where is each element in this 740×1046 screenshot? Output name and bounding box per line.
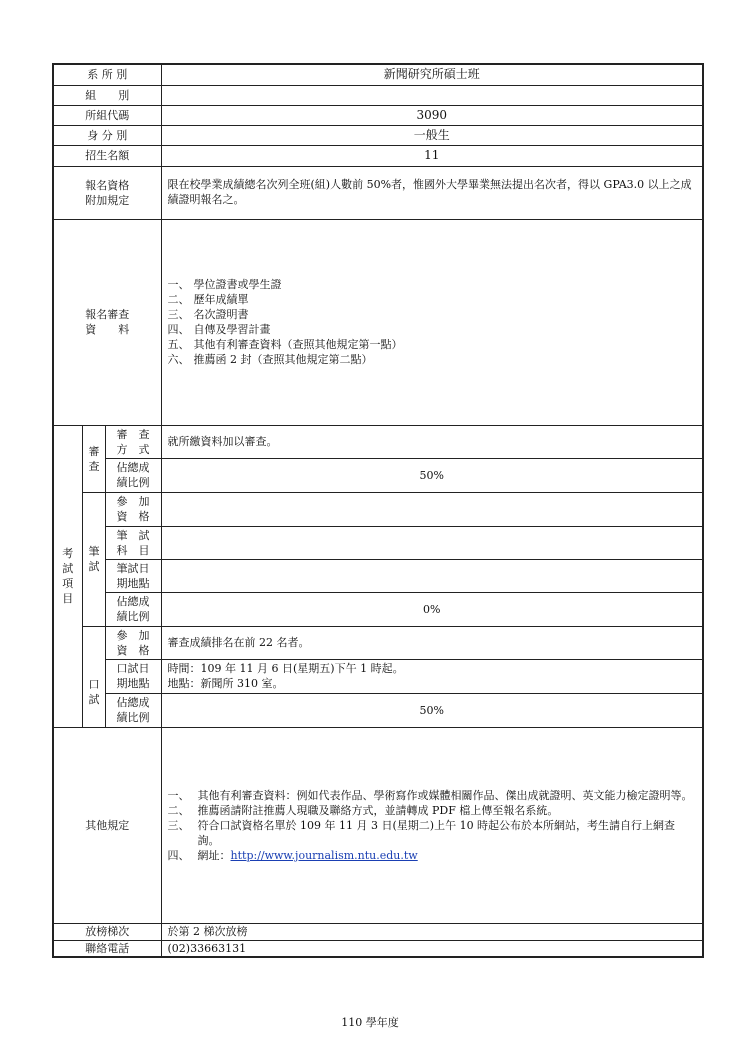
- other-label: 其他規定: [53, 727, 161, 923]
- group-value: [161, 85, 703, 105]
- oral-datetime-label: 口試日 期地點: [105, 659, 161, 693]
- release-label: 放榜梯次: [53, 923, 161, 940]
- group-label: 組 別: [53, 85, 161, 105]
- code-label: 所組代碼: [53, 105, 161, 125]
- documents-label: [53, 219, 161, 425]
- documents-item: 二、 歷年成績單: [167, 293, 249, 306]
- review-weight-value: 50%: [161, 458, 703, 492]
- phone-value: (02)33663131: [161, 940, 703, 957]
- written-subjects-label: 筆 試 科 目: [105, 526, 161, 559]
- row-group: [53, 85, 703, 105]
- row-review-method: [53, 425, 703, 458]
- row-oral-datetime: [53, 659, 703, 693]
- identity-label: 身 分 別: [53, 125, 161, 145]
- eligibility-value: 限在校學業成績總名次列全班(組)人數前 50%者，惟國外大學畢業無法提出名次者，得以 GPA3.0 以上之成績證明報名之。: [161, 166, 703, 219]
- website-link[interactable]: http://www.journalism.ntu.edu.tw: [230, 848, 418, 862]
- eligibility-label: [53, 166, 161, 219]
- row-documents: [53, 219, 703, 425]
- written-subjects-value: [161, 526, 703, 559]
- written-label: 筆 試: [82, 492, 105, 626]
- oral-datetime-value: [161, 659, 703, 693]
- row-review-weight: [53, 458, 703, 492]
- oral-eligibility-value: 審查成績排名在前 22 名者。: [161, 626, 703, 659]
- exam-items-label: 考 試 項 目: [53, 425, 82, 727]
- written-eligibility-value: [161, 492, 703, 526]
- page-footer: 110 學年度: [341, 1016, 399, 1029]
- written-weight-value: 0%: [161, 592, 703, 626]
- eligibility-label-line1: 報名資格: [85, 178, 130, 192]
- eligibility-label-line2: 附加規定: [85, 193, 130, 207]
- code-value: 3090: [161, 105, 703, 125]
- documents-item: 六、 推薦函 2 封（查照其他規定第二點）: [167, 353, 373, 366]
- review-method-value: 就所繳資料加以審查。: [161, 425, 703, 458]
- release-value: 於第 2 梯次放榜: [161, 923, 703, 940]
- review-label: 審 查: [82, 425, 105, 492]
- row-release: [53, 923, 703, 940]
- written-weight-label: 佔總成 績比例: [105, 592, 161, 626]
- row-other: [53, 727, 703, 923]
- other-value: [161, 727, 703, 923]
- row-eligibility: [53, 166, 703, 219]
- oral-time: 時間：109 年 11 月 6 日(星期五)下午 1 時起。: [167, 662, 404, 675]
- oral-weight-value: 50%: [161, 693, 703, 727]
- oral-eligibility-label: 參 加 資 格: [105, 626, 161, 659]
- written-eligibility-label: 參 加 資 格: [105, 492, 161, 526]
- documents-item: 四、 自傳及學習計畫: [167, 323, 271, 336]
- row-quota: [53, 145, 703, 166]
- documents-list: [168, 277, 697, 367]
- documents-label-line1: 報名審查: [85, 308, 130, 321]
- other-item: 二、 推薦函請附註推薦人現職及聯絡方式，並請轉成 PDF 檔上傳至報名系統。: [167, 803, 559, 817]
- identity-value: 一般生: [161, 125, 703, 145]
- row-written-datetime: [53, 559, 703, 592]
- row-written-weight: [53, 592, 703, 626]
- other-item-website: 四、 網址：http://www.journalism.ntu.edu.tw: [167, 848, 418, 862]
- other-list: [168, 788, 697, 863]
- written-datetime-value: [161, 559, 703, 592]
- written-datetime-label: 筆試日 期地點: [105, 559, 161, 592]
- row-oral-weight: [53, 693, 703, 727]
- quota-value: 11: [161, 145, 703, 166]
- oral-label: 口 試: [82, 626, 105, 727]
- department-value: 新聞研究所碩士班: [161, 64, 703, 85]
- review-method-label: 審 查 方 式: [105, 425, 161, 458]
- row-department: [53, 64, 703, 85]
- row-oral-eligibility: [53, 626, 703, 659]
- row-written-eligibility: [53, 492, 703, 526]
- review-weight-label: 佔總成 績比例: [105, 458, 161, 492]
- oral-weight-label: 佔總成 績比例: [105, 693, 161, 727]
- other-item: 三、 符合口試資格名單於 109 年 11 月 3 日(星期二)上午 10 時起公布於本所網站，考生請自行上網查詢。: [167, 818, 676, 847]
- documents-item: 五、 其他有利審查資料（查照其他規定第一點）: [167, 338, 403, 351]
- documents-value: [161, 219, 703, 425]
- documents-item: 三、 名次證明書: [167, 308, 249, 321]
- quota-label: 招生名額: [53, 145, 161, 166]
- row-code: [53, 105, 703, 125]
- oral-location: 地點：新聞所 310 室。: [167, 677, 284, 690]
- row-identity: [53, 125, 703, 145]
- documents-item: 一、 學位證書或學生證: [167, 278, 282, 291]
- other-item: 一、 其他有利審查資料：例如代表作品、學術寫作或媒體相關作品、傑出成就證明、英文能力檢定證明等。: [167, 788, 693, 802]
- row-written-subjects: [53, 526, 703, 559]
- admission-info-table: [52, 63, 704, 958]
- phone-label: 聯絡電話: [53, 940, 161, 957]
- department-label: 系 所 別: [53, 64, 161, 85]
- row-phone: [53, 940, 703, 957]
- documents-label-line2: 資 料: [85, 323, 130, 336]
